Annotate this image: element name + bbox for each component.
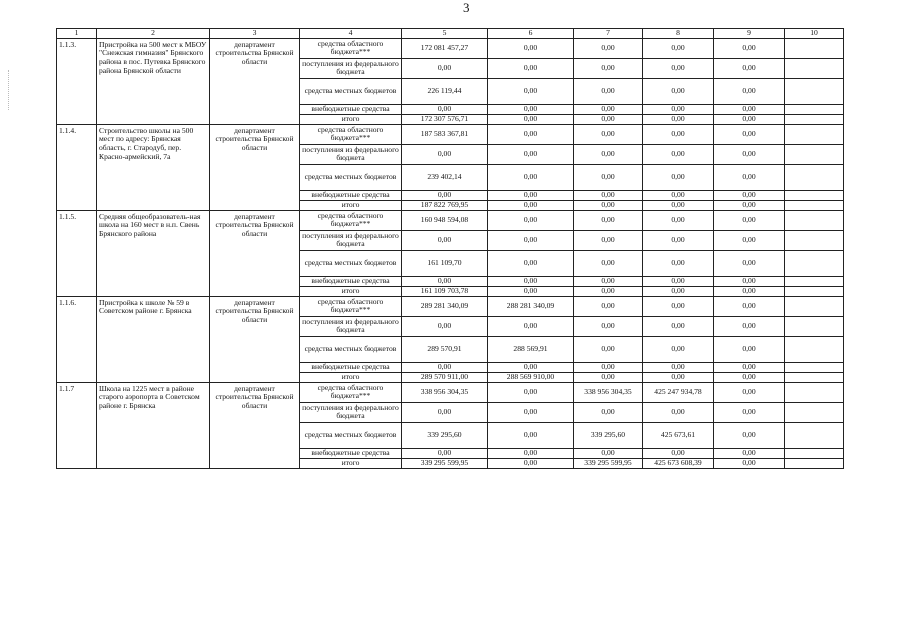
funding-source: поступления из федерального бюджета [300,230,402,250]
amount-cell: 0,00 [714,336,785,362]
column-header: 4 [300,29,402,39]
amount-cell: 0,00 [402,276,488,286]
amount-cell: 288 281 340,09 [488,296,574,316]
amount-cell: 0,00 [714,144,785,164]
project-name: Строительство школы на 500 мест по адресу: Брянская область, г. Стародуб, пер. Красно-армейский, 7а [97,124,210,210]
amount-cell: 0,00 [714,210,785,230]
header-row [57,29,844,39]
amount-cell: 0,00 [643,78,714,104]
amount-cell: 0,00 [643,336,714,362]
amount-cell: 0,00 [574,250,643,276]
table-row [57,124,844,144]
table-body [57,38,844,468]
funding-source: поступления из федерального бюджета [300,316,402,336]
empty-cell [785,104,844,114]
amount-cell: 0,00 [402,190,488,200]
project-department: департамент строительства Брянской области [210,38,300,124]
amount-cell: 0,00 [714,58,785,78]
amount-cell: 339 295,60 [574,422,643,448]
amount-cell: 0,00 [714,164,785,190]
amount-cell: 288 569 910,00 [488,372,574,382]
column-header: 2 [97,29,210,39]
amount-cell: 289 570 911,00 [402,372,488,382]
project-code: 1.1.5. [57,210,97,296]
amount-cell: 0,00 [488,78,574,104]
amount-cell: 226 119,44 [402,78,488,104]
amount-cell: 0,00 [574,210,643,230]
amount-cell: 0,00 [574,144,643,164]
amount-cell: 0,00 [643,286,714,296]
column-header: 8 [643,29,714,39]
empty-cell [785,144,844,164]
amount-cell: 0,00 [643,114,714,124]
funding-source: поступления из федерального бюджета [300,402,402,422]
amount-cell: 0,00 [488,164,574,190]
project-department: департамент строительства Брянской области [210,382,300,468]
empty-cell [785,362,844,372]
empty-cell [785,316,844,336]
empty-cell [785,250,844,276]
amount-cell: 0,00 [643,38,714,58]
empty-cell [785,164,844,190]
amount-cell: 0,00 [714,78,785,104]
funding-source: внебюджетные средства [300,362,402,372]
amount-cell: 0,00 [402,402,488,422]
amount-cell: 0,00 [643,200,714,210]
funding-source: внебюджетные средства [300,448,402,458]
amount-cell: 0,00 [488,250,574,276]
amount-cell: 0,00 [488,124,574,144]
amount-cell: 339 295 599,95 [402,458,488,468]
column-header: 7 [574,29,643,39]
amount-cell: 0,00 [714,382,785,402]
amount-cell: 0,00 [714,230,785,250]
funding-source: внебюджетные средства [300,276,402,286]
amount-cell: 172 307 576,71 [402,114,488,124]
project-name: Пристройка к школе № 59 в Советском районе г. Брянска [97,296,210,382]
amount-cell: 0,00 [714,124,785,144]
page-number: 3 [463,0,470,15]
amount-cell: 0,00 [402,58,488,78]
amount-cell: 0,00 [574,78,643,104]
amount-cell: 0,00 [488,458,574,468]
amount-cell: 0,00 [643,210,714,230]
amount-cell: 0,00 [714,316,785,336]
amount-cell: 0,00 [643,362,714,372]
funding-source: итого [300,114,402,124]
amount-cell: 0,00 [488,402,574,422]
amount-cell: 0,00 [402,104,488,114]
amount-cell: 0,00 [488,104,574,114]
empty-cell [785,372,844,382]
amount-cell: 0,00 [402,316,488,336]
project-code: 1.1.6. [57,296,97,382]
amount-cell: 0,00 [714,190,785,200]
amount-cell: 0,00 [488,422,574,448]
empty-cell [785,448,844,458]
amount-cell: 288 569,91 [488,336,574,362]
amount-cell: 0,00 [402,230,488,250]
funding-source: поступления из федерального бюджета [300,58,402,78]
table-row [57,210,844,230]
funding-source: средства местных бюджетов [300,422,402,448]
amount-cell: 0,00 [574,38,643,58]
amount-cell: 0,00 [714,200,785,210]
amount-cell: 239 402,14 [402,164,488,190]
project-code: 1.1.3. [57,38,97,124]
amount-cell: 0,00 [574,164,643,190]
amount-cell: 0,00 [714,276,785,286]
amount-cell: 0,00 [488,200,574,210]
funding-source: средства местных бюджетов [300,164,402,190]
empty-cell [785,336,844,362]
amount-cell: 0,00 [488,276,574,286]
empty-cell [785,78,844,104]
scan-edge-mark [8,70,10,110]
amount-cell: 0,00 [714,250,785,276]
amount-cell: 0,00 [643,402,714,422]
amount-cell: 0,00 [488,210,574,230]
amount-cell: 0,00 [488,362,574,372]
amount-cell: 0,00 [574,448,643,458]
amount-cell: 0,00 [643,276,714,286]
amount-cell: 0,00 [714,114,785,124]
amount-cell: 0,00 [643,316,714,336]
amount-cell: 0,00 [488,382,574,402]
amount-cell: 425 673 608,39 [643,458,714,468]
amount-cell: 0,00 [643,58,714,78]
amount-cell: 0,00 [402,362,488,372]
funding-source: средства областного бюджета*** [300,296,402,316]
amount-cell: 0,00 [714,458,785,468]
empty-cell [785,200,844,210]
amount-cell: 0,00 [643,372,714,382]
empty-cell [785,230,844,250]
amount-cell: 0,00 [488,448,574,458]
amount-cell: 289 570,91 [402,336,488,362]
amount-cell: 187 822 769,95 [402,200,488,210]
amount-cell: 0,00 [488,230,574,250]
amount-cell: 0,00 [488,38,574,58]
funding-source: средства местных бюджетов [300,336,402,362]
amount-cell: 0,00 [643,124,714,144]
amount-cell: 0,00 [714,402,785,422]
funding-source: средства областного бюджета*** [300,124,402,144]
table-row [57,296,844,316]
amount-cell: 0,00 [488,316,574,336]
amount-cell: 0,00 [488,190,574,200]
amount-cell: 0,00 [574,200,643,210]
amount-cell: 0,00 [574,286,643,296]
amount-cell: 425 673,61 [643,422,714,448]
amount-cell: 0,00 [574,190,643,200]
table-row [57,38,844,58]
amount-cell: 187 583 367,81 [402,124,488,144]
amount-cell: 0,00 [402,448,488,458]
amount-cell: 0,00 [643,104,714,114]
amount-cell: 425 247 934,78 [643,382,714,402]
funding-source: средства областного бюджета*** [300,382,402,402]
amount-cell: 0,00 [574,336,643,362]
amount-cell: 0,00 [574,316,643,336]
project-name: Средняя общеобразователь-ная школа на 160 мест в н.п. Свень Брянского района [97,210,210,296]
empty-cell [785,190,844,200]
amount-cell: 0,00 [714,422,785,448]
funding-source: итого [300,200,402,210]
amount-cell: 339 295,60 [402,422,488,448]
empty-cell [785,38,844,58]
amount-cell: 160 948 594,08 [402,210,488,230]
amount-cell: 0,00 [488,114,574,124]
table-row [57,382,844,402]
project-department: департамент строительства Брянской области [210,296,300,382]
budget-table [56,28,844,469]
column-header: 5 [402,29,488,39]
amount-cell: 0,00 [643,250,714,276]
funding-source: внебюджетные средства [300,190,402,200]
empty-cell [785,114,844,124]
funding-source: средства областного бюджета*** [300,38,402,58]
amount-cell: 0,00 [714,286,785,296]
funding-source: итого [300,372,402,382]
amount-cell: 0,00 [714,38,785,58]
amount-cell: 0,00 [714,372,785,382]
amount-cell: 0,00 [574,230,643,250]
funding-source: средства местных бюджетов [300,78,402,104]
project-code: 1.1.4. [57,124,97,210]
amount-cell: 172 081 457,27 [402,38,488,58]
empty-cell [785,296,844,316]
amount-cell: 161 109 703,78 [402,286,488,296]
column-header: 3 [210,29,300,39]
amount-cell: 0,00 [714,296,785,316]
amount-cell: 0,00 [574,362,643,372]
amount-cell: 161 109,70 [402,250,488,276]
column-header: 10 [785,29,844,39]
amount-cell: 0,00 [574,296,643,316]
funding-source: средства местных бюджетов [300,250,402,276]
amount-cell: 0,00 [643,190,714,200]
amount-cell: 0,00 [574,58,643,78]
empty-cell [785,422,844,448]
column-header: 1 [57,29,97,39]
amount-cell: 0,00 [488,286,574,296]
amount-cell: 0,00 [574,124,643,144]
amount-cell: 0,00 [643,448,714,458]
amount-cell: 0,00 [488,144,574,164]
amount-cell: 0,00 [643,230,714,250]
empty-cell [785,124,844,144]
funding-source: поступления из федерального бюджета [300,144,402,164]
amount-cell: 339 295 599,95 [574,458,643,468]
column-header: 6 [488,29,574,39]
empty-cell [785,286,844,296]
amount-cell: 338 956 304,35 [402,382,488,402]
amount-cell: 289 281 340,09 [402,296,488,316]
amount-cell: 0,00 [643,296,714,316]
project-name: Пристройка на 500 мест к МБОУ "Снежская гимназия" Брянского района в пос. Путевка Брянского района Брянской области [97,38,210,124]
project-department: департамент строительства Брянской области [210,210,300,296]
empty-cell [785,382,844,402]
empty-cell [785,402,844,422]
amount-cell: 0,00 [714,104,785,114]
amount-cell: 0,00 [643,144,714,164]
amount-cell: 0,00 [714,448,785,458]
empty-cell [785,210,844,230]
empty-cell [785,58,844,78]
funding-source: итого [300,286,402,296]
amount-cell: 0,00 [402,144,488,164]
project-department: департамент строительства Брянской области [210,124,300,210]
funding-source: средства областного бюджета*** [300,210,402,230]
amount-cell: 0,00 [574,114,643,124]
amount-cell: 0,00 [714,362,785,372]
empty-cell [785,276,844,286]
funding-source: внебюджетные средства [300,104,402,114]
amount-cell: 0,00 [643,164,714,190]
amount-cell: 0,00 [574,276,643,286]
project-code: 1.1.7 [57,382,97,468]
amount-cell: 0,00 [574,104,643,114]
project-name: Школа на 1225 мест в районе старого аэропорта в Советском районе г. Брянска [97,382,210,468]
funding-source: итого [300,458,402,468]
amount-cell: 0,00 [488,58,574,78]
empty-cell [785,458,844,468]
amount-cell: 0,00 [574,402,643,422]
amount-cell: 338 956 304,35 [574,382,643,402]
amount-cell: 0,00 [574,372,643,382]
column-header: 9 [714,29,785,39]
